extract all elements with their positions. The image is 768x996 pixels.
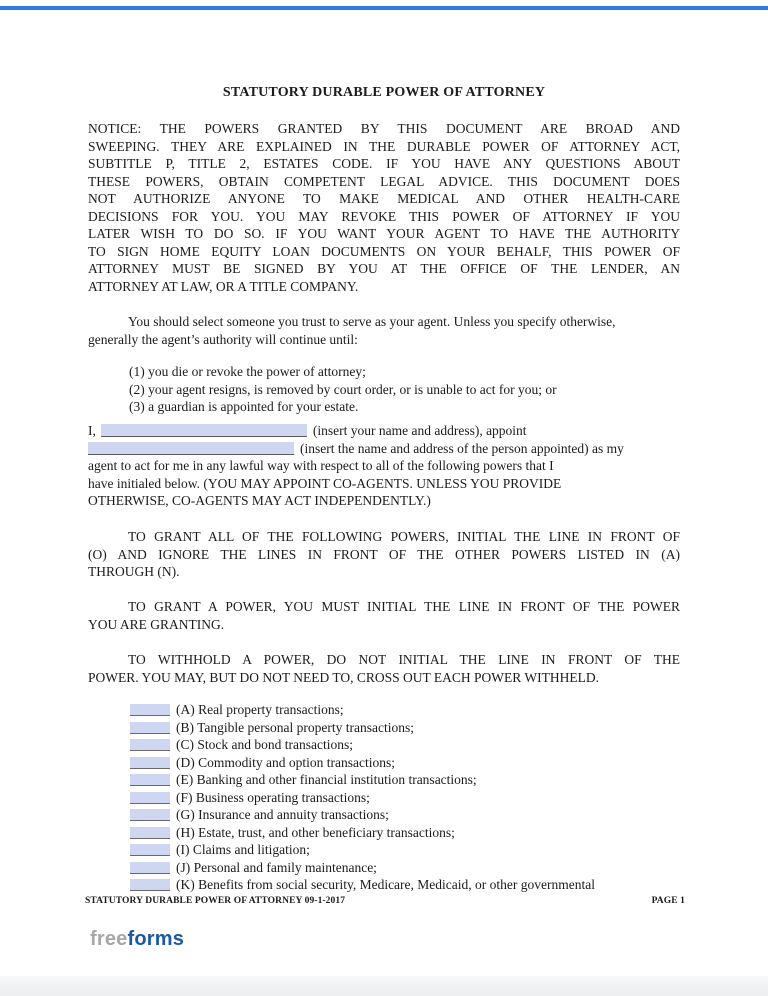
- freeforms-logo-free: free: [90, 928, 128, 950]
- footer-document-title: STATUTORY DURABLE POWER OF ATTORNEY 09-1-2017: [85, 896, 346, 906]
- text-line: THESE POWERS, OBTAIN COMPETENT LEGAL ADVICE. THIS DOCUMENT DOES: [88, 173, 680, 189]
- initial-line-field[interactable]: [130, 844, 170, 856]
- authority-termination-list: [129, 363, 680, 416]
- agent-name-address-field[interactable]: [88, 442, 294, 455]
- power-label: (D) Commodity and option transactions;: [176, 754, 395, 770]
- text-line: NOT AUTHORIZE ANYONE TO MAKE MEDICAL AND OTHER HEALTH-CARE: [88, 191, 680, 206]
- text-line: SWEEPING. THEY ARE EXPLAINED IN THE DURABLE POWER OF ATTORNEY ACT,: [88, 138, 680, 154]
- power-row: [88, 806, 680, 824]
- text-line: ATTORNEY MUST BE SIGNED BY YOU AT THE OFFICE OF THE LENDER, AN: [88, 261, 680, 276]
- power-label: (A) Real property transactions;: [176, 702, 344, 717]
- text-line: (2) your agent resigns, is removed by court order, or is unable to act for you; or: [129, 381, 557, 397]
- power-row: [88, 789, 680, 807]
- grant-power-paragraph: [88, 598, 680, 633]
- appointment-lead: I,: [88, 423, 96, 438]
- withhold-power-paragraph: [88, 651, 680, 686]
- text-line: YOU ARE GRANTING.: [88, 616, 225, 632]
- power-row: [88, 736, 680, 754]
- text-line: ATTORNEY AT LAW, OR A TITLE COMPANY.: [88, 278, 359, 294]
- power-row: [88, 701, 680, 719]
- text-line: OTHERWISE, CO-AGENTS MAY ACT INDEPENDENTLY.): [88, 493, 431, 508]
- initial-line-field[interactable]: [130, 879, 170, 891]
- footer-page-number: PAGE 1: [651, 896, 685, 906]
- initial-line-field[interactable]: [130, 792, 170, 804]
- text-line: (1) you die or revoke the power of attorney;: [129, 364, 366, 379]
- appointment-line-2: [88, 440, 680, 458]
- power-label: (F) Business operating transactions;: [176, 789, 370, 805]
- initial-line-field[interactable]: [130, 722, 170, 734]
- power-row: [88, 719, 680, 737]
- text-line: SUBTITLE P, TITLE 2, ESTATES CODE. IF YOU HAVE ANY QUESTIONS ABOUT: [88, 156, 680, 171]
- text-line: THROUGH (N).: [88, 564, 180, 579]
- initial-line-field[interactable]: [130, 809, 170, 821]
- text-line: DECISIONS FOR YOU. YOU MAY REVOKE THIS POWER OF ATTORNEY IF YOU: [88, 208, 680, 224]
- agent-selection-paragraph: [88, 313, 680, 348]
- text-line: (3) a guardian is appointed for your estate.: [129, 399, 359, 414]
- text-line: generally the agent’s authority will continue until:: [88, 331, 358, 347]
- power-label: (E) Banking and other financial institution transactions;: [176, 772, 477, 787]
- text-line: TO GRANT A POWER, YOU MUST INITIAL THE LINE IN FRONT OF THE POWER: [128, 599, 680, 614]
- text-line: You should select someone you trust to serve as your agent. Unless you specify otherwise,: [128, 314, 616, 329]
- appointment-line-1: [88, 422, 680, 440]
- powers-list: [88, 701, 680, 894]
- power-label: (H) Estate, trust, and other beneficiary transactions;: [176, 824, 455, 840]
- text-line: POWER. YOU MAY, BUT DO NOT NEED TO, CROSS OUT EACH POWER WITHHELD.: [88, 669, 600, 685]
- bottom-section-divider: [0, 976, 768, 996]
- power-row: [88, 771, 680, 789]
- text-line: TO WITHHOLD A POWER, DO NOT INITIAL THE LINE IN FRONT OF THE: [128, 652, 680, 667]
- power-label: (J) Personal and family maintenance;: [176, 859, 377, 875]
- page-title: STATUTORY DURABLE POWER OF ATTORNEY: [222, 85, 546, 100]
- freeforms-logo-forms: forms: [127, 928, 185, 950]
- top-accent-bar: [0, 6, 768, 10]
- principal-name-address-field[interactable]: [101, 424, 307, 437]
- initial-line-field[interactable]: [130, 774, 170, 786]
- appointment-tail: [88, 457, 680, 510]
- power-row: [88, 876, 680, 894]
- notice-paragraph: [88, 120, 680, 295]
- appointment-paragraph: [88, 422, 680, 510]
- freeforms-logo[interactable]: [90, 928, 184, 951]
- power-label: (B) Tangible personal property transactions;: [176, 719, 414, 735]
- text-line: LATER WISH TO DO SO. IF YOU WANT YOUR AGENT TO HAVE THE AUTHORITY: [88, 226, 680, 241]
- power-label: (I) Claims and litigation;: [176, 842, 310, 857]
- power-label: (K) Benefits from social security, Medicare, Medicaid, or other governmental: [176, 877, 595, 892]
- appointment-after-name: (insert your name and address), appoint: [312, 423, 527, 438]
- page-footer: [85, 896, 685, 906]
- power-row: [88, 754, 680, 772]
- initial-line-field[interactable]: [130, 827, 170, 839]
- power-label: (C) Stock and bond transactions;: [176, 737, 353, 752]
- text-line: agent to act for me in any lawful way with respect to all of the following powers that I: [88, 458, 554, 473]
- power-row: [88, 841, 680, 859]
- initial-line-field[interactable]: [130, 757, 170, 769]
- power-row: [88, 824, 680, 842]
- power-row: [88, 859, 680, 877]
- initial-line-field[interactable]: [130, 862, 170, 874]
- text-line: TO GRANT ALL OF THE FOLLOWING POWERS, INITIAL THE LINE IN FRONT OF: [128, 529, 680, 544]
- text-line: NOTICE: THE POWERS GRANTED BY THIS DOCUMENT ARE BROAD AND: [88, 121, 680, 136]
- appointment-after-appointee: (insert the name and address of the person appointed) as my: [300, 440, 624, 456]
- grant-all-paragraph: [88, 528, 680, 581]
- power-label: (G) Insurance and annuity transactions;: [176, 807, 389, 822]
- initial-line-field[interactable]: [130, 739, 170, 751]
- initial-line-field[interactable]: [130, 704, 170, 716]
- text-line: (O) AND IGNORE THE LINES IN FRONT OF THE OTHER POWERS LISTED IN (A): [88, 546, 680, 562]
- text-line: TO SIGN HOME EQUITY LOAN DOCUMENTS ON YOUR BEHALF, THIS POWER OF: [88, 243, 680, 259]
- text-line: have initialed below. (YOU MAY APPOINT CO-AGENTS. UNLESS YOU PROVIDE: [88, 475, 562, 491]
